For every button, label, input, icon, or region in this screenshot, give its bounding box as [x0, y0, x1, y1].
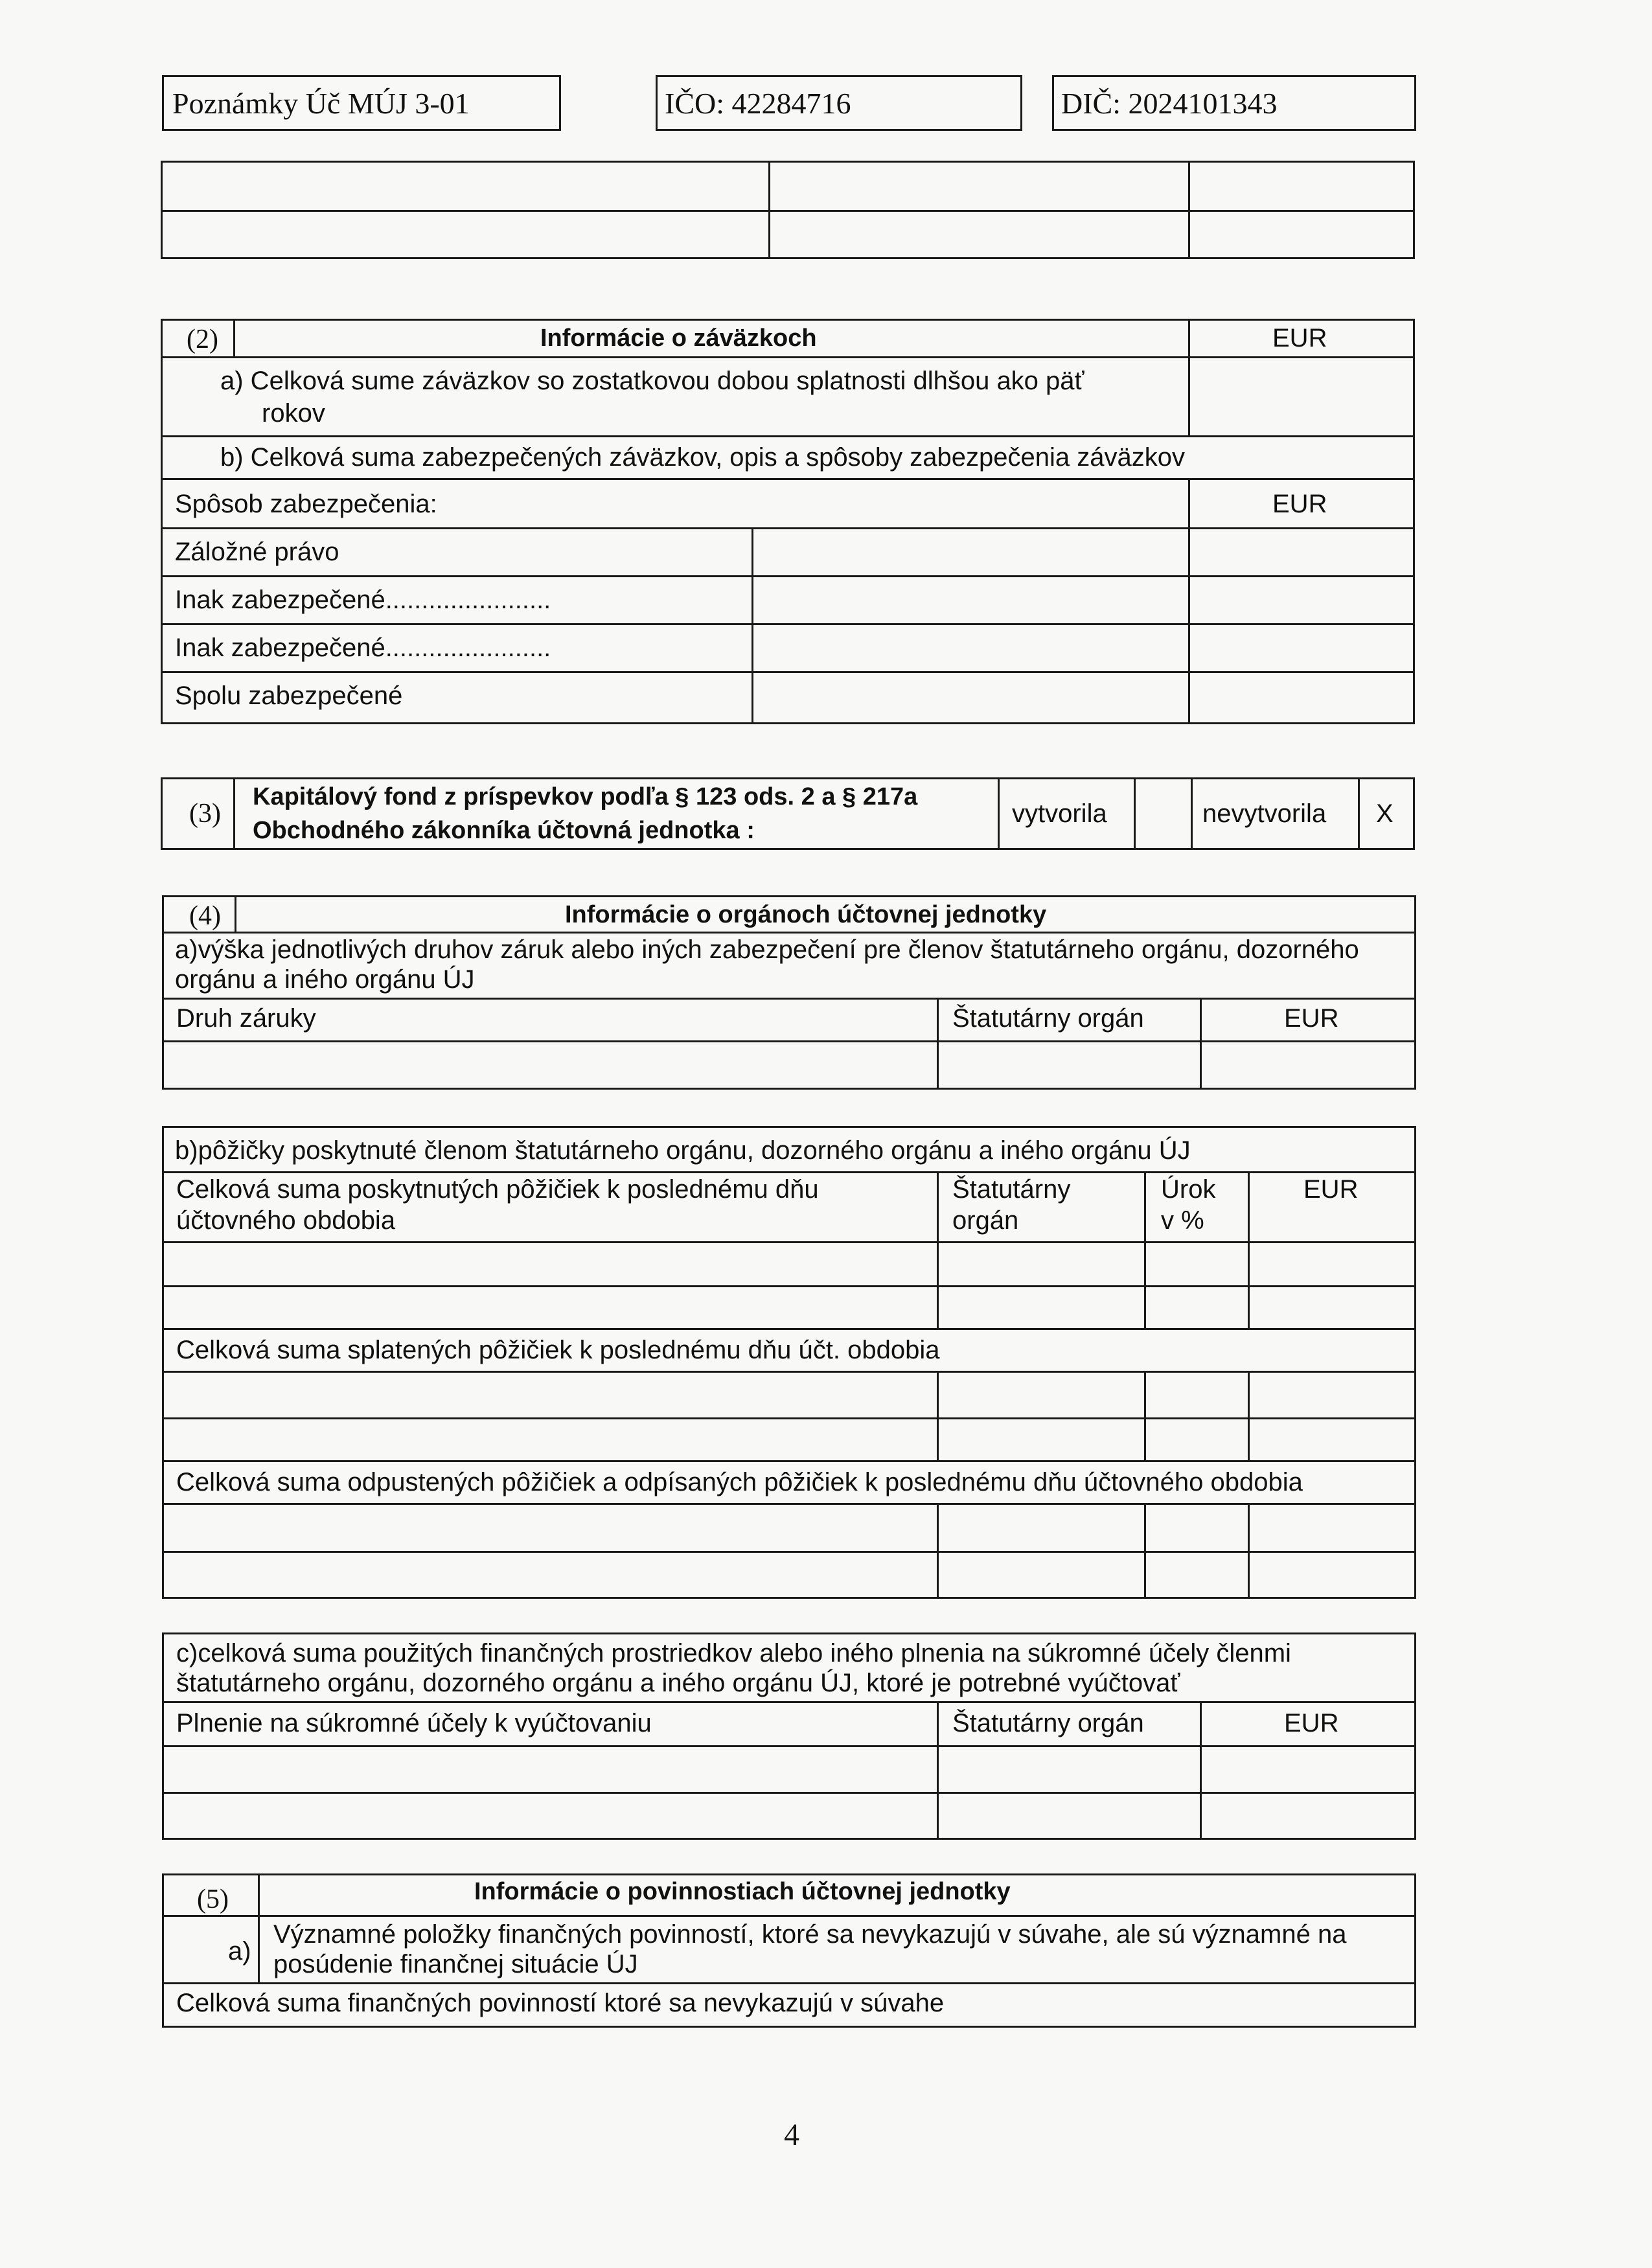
s4c-line-3	[162, 1792, 1416, 1794]
empty-table-col2	[1188, 161, 1190, 259]
s4c-col-div-2	[1200, 1701, 1202, 1840]
s4b-c2-a	[1144, 1171, 1146, 1328]
s4c-line-1	[162, 1701, 1416, 1703]
s3-div-4	[1191, 777, 1193, 850]
section2-currency: EUR	[1272, 324, 1327, 352]
section4-b-repaid: Celková suma splatených pôžičiek k poslednému dňu účt. obdobia	[176, 1336, 940, 1364]
s4b-line-8	[162, 1503, 1416, 1505]
section2-title: Informácie o záväzkoch	[540, 325, 817, 352]
section5-a-line2: posúdenie finančnej situácie ÚJ	[273, 1950, 638, 1978]
s4b-line-9	[162, 1551, 1416, 1553]
s4a-num-divider	[235, 895, 236, 932]
header-ico: IČO: 42284716	[665, 87, 851, 120]
s2-line-1	[161, 356, 1415, 358]
s5-line-2	[162, 1982, 1416, 1984]
section4-b-col3-line2: v %	[1161, 1206, 1204, 1235]
s4a-line-2	[162, 998, 1416, 1000]
s4a-line-1	[162, 932, 1416, 934]
section4-a-line1: a)výška jednotlivých druhov záruk alebo iných zabezpečení pre členov štatutárneho orgánu, dozorného	[175, 935, 1359, 964]
s5-line-1	[162, 1915, 1416, 1917]
s4b-line-6	[162, 1417, 1416, 1419]
section2-item-a-line2: rokov	[262, 399, 325, 428]
section3-title-line2: Obchodného zákonníka účtovná jednotka :	[253, 817, 755, 844]
section2-number: (2)	[187, 325, 218, 354]
empty-table-divider	[161, 210, 1415, 212]
section4-b-col2-line1: Štatutárny	[952, 1175, 1071, 1204]
section4-b-col1-line1: Celková suma poskytnutých pôžičiek k poslednému dňu	[176, 1175, 819, 1204]
s4b-c1-b	[937, 1371, 939, 1460]
section2-row-zalozne: Záložné právo	[175, 538, 339, 566]
s4b-c3-c	[1248, 1503, 1250, 1599]
s3-div-1	[233, 777, 235, 850]
s2-eur-divider-top	[1188, 319, 1190, 435]
s4c-col-div-1	[937, 1701, 939, 1840]
section4-b-col1-line2: účtovného obdobia	[176, 1206, 396, 1235]
section2-row-spolu: Spolu zabezpečené	[175, 682, 403, 710]
empty-table-col1	[768, 161, 770, 259]
s4b-c3-b	[1248, 1371, 1250, 1460]
section3-option-vytvorila: vytvorila	[1012, 799, 1107, 828]
section3-title-line1: Kapitálový fond z príspevkov podľa § 123 ods. 2 a § 217a	[253, 783, 918, 810]
s4b-line-2	[162, 1241, 1416, 1243]
s4b-c1-a	[937, 1171, 939, 1328]
section5-title: Informácie o povinnostiach účtovnej jednotky	[474, 1878, 1011, 1905]
section4-c-col1: Plnenie na súkromné účely k vyúčtovaniu	[176, 1709, 652, 1737]
page-number: 4	[784, 2118, 799, 2152]
section2-row-inak1: Inak zabezpečené.......................	[175, 586, 551, 614]
s2-line-3	[161, 478, 1415, 480]
s4b-c3-a	[1248, 1171, 1250, 1328]
section4-title: Informácie o orgánoch účtovnej jednotky	[565, 901, 1047, 928]
s4a-line-3	[162, 1040, 1416, 1042]
s4b-c1-c	[937, 1503, 939, 1599]
section5-a-label: a)	[228, 1937, 251, 1965]
s4b-line-7	[162, 1460, 1416, 1462]
section2-sposob-currency: EUR	[1272, 490, 1327, 518]
s3-div-5	[1358, 777, 1360, 850]
section4-c-line2: štatutárneho orgánu, dozorného orgánu a iného orgánu ÚJ, ktoré je potrebné vyúčtovať	[176, 1669, 1180, 1697]
section2-sposob-label: Spôsob zabezpečenia:	[175, 490, 437, 518]
section4-b-title: b)pôžičky poskytnuté členom štatutárneho orgánu, dozorného orgánu a iného orgánu ÚJ	[175, 1136, 1191, 1165]
section4-c-col3: EUR	[1284, 1709, 1339, 1737]
s4c-line-2	[162, 1745, 1416, 1747]
header-dic: DIČ: 2024101343	[1061, 87, 1278, 120]
section4-b-col3-line1: Úrok	[1161, 1175, 1216, 1204]
section4-c-col2: Štatutárny orgán	[952, 1709, 1144, 1737]
s4a-col-div-2	[1200, 998, 1202, 1090]
section3-number: (3)	[189, 799, 221, 829]
s4b-line-4	[162, 1328, 1416, 1330]
section4-a-col-statutarny: Štatutárny orgán	[952, 1004, 1144, 1033]
s2-num-divider	[233, 319, 235, 356]
s2-line-5	[161, 575, 1415, 577]
s2-line-2	[161, 435, 1415, 437]
s3-div-3	[1134, 777, 1136, 850]
s2-line-7	[161, 671, 1415, 673]
s4a-col-div-1	[937, 998, 939, 1090]
section4-c-line1: c)celková suma použitých finančných prostriedkov alebo iného plnenia na súkromné účely členmi	[176, 1639, 1291, 1667]
section4-b-forgiven: Celková suma odpustených pôžičiek a odpísaných pôžičiek k poslednému dňu účtovného obdobia	[176, 1468, 1303, 1496]
section4-b-col2-line2: orgán	[952, 1206, 1019, 1235]
s4b-c2-b	[1144, 1371, 1146, 1460]
section2-item-b: b) Celková suma zabezpečených záväzkov, opis a spôsoby zabezpečenia záväzkov	[220, 443, 1185, 472]
s4b-line-3	[162, 1285, 1416, 1287]
s2-mid-divider	[751, 527, 753, 724]
section2-item-a-line1: a) Celková sume záväzkov so zostatkovou dobou splatnosti dlhšou ako päť	[220, 367, 1084, 395]
s3-div-2	[998, 777, 1000, 850]
s4b-line-5	[162, 1371, 1416, 1373]
section5-total: Celková suma finančných povinností ktoré sa nevykazujú v súvahe	[176, 1989, 945, 2017]
s4b-line-1	[162, 1171, 1416, 1173]
section5-a-line1: Významné položky finančných povinností, ktoré sa nevykazujú v súvahe, ale sú významné na	[273, 1920, 1347, 1949]
s4b-c2-c	[1144, 1503, 1146, 1599]
section2-row-inak2: Inak zabezpečené.......................	[175, 634, 551, 662]
section4-number: (4)	[189, 901, 221, 931]
section4-a-line2: orgánu a iného orgánu ÚJ	[175, 965, 475, 994]
section4-a-col-druh: Druh záruky	[176, 1004, 316, 1033]
section4-a-col-eur: EUR	[1284, 1004, 1339, 1033]
s2-line-4	[161, 527, 1415, 529]
s2-line-6	[161, 623, 1415, 625]
s2-eur-divider-bottom	[1188, 478, 1190, 724]
s5-num-divider	[258, 1873, 260, 1982]
section3-mark-x: X	[1376, 799, 1394, 828]
section3-option-nevytvorila: nevytvorila	[1202, 799, 1327, 828]
section5-number: (5)	[197, 1884, 229, 1914]
header-poznamky: Poznámky Úč MÚJ 3-01	[172, 87, 470, 120]
section4-b-col4: EUR	[1303, 1175, 1359, 1204]
